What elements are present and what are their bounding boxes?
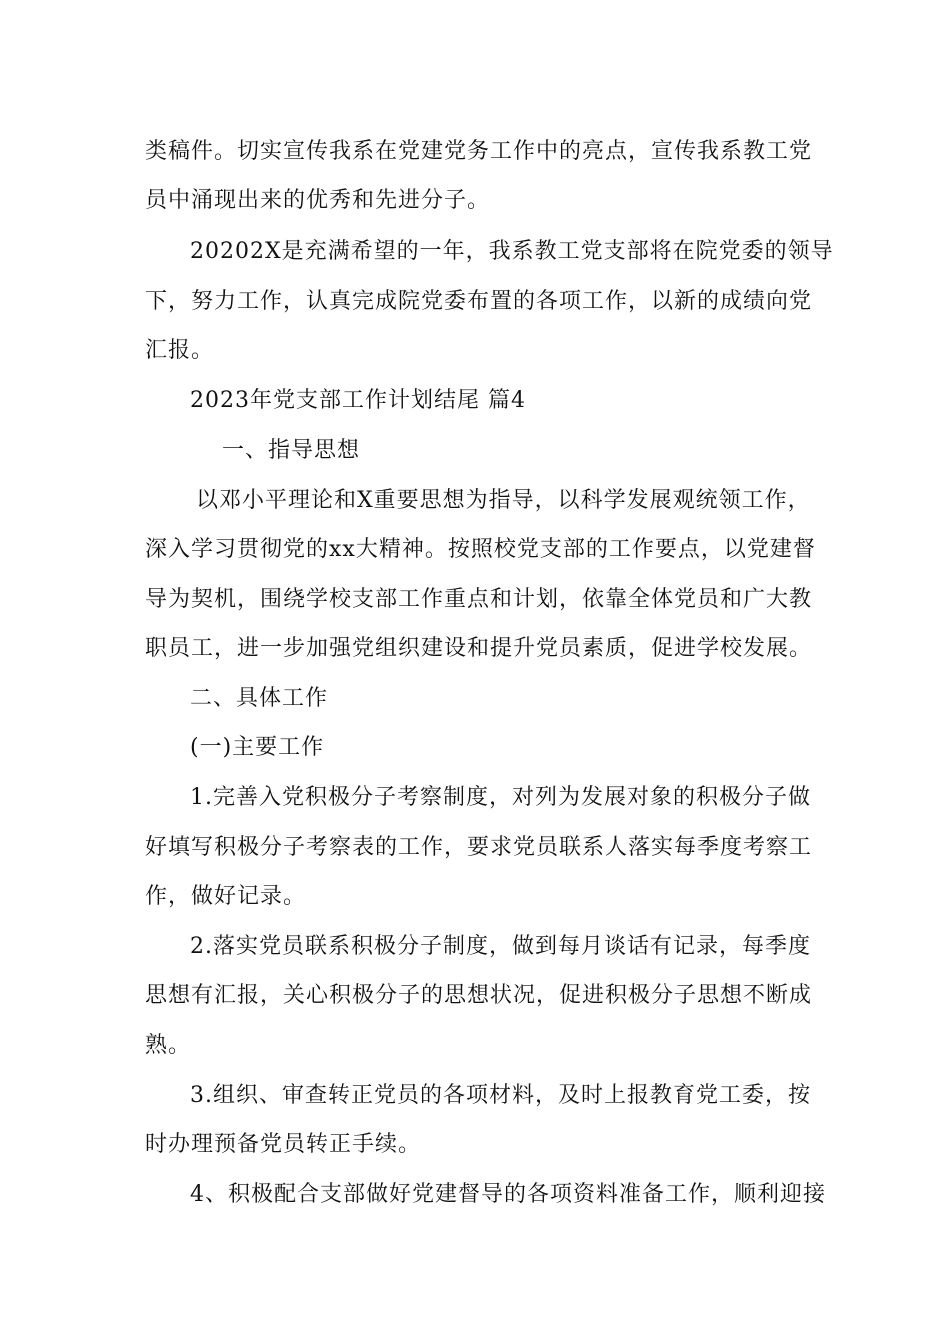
paragraph-line: 下，努力工作，认真完成院党委布置的各项工作，以新的成绩向党 [145,289,813,314]
paragraph-line: 时办理预备党员转正手续。 [145,1132,422,1157]
paragraph-line: 深入学习贯彻党的xx大精神。按照校党支部的工作要点，以党建督 [145,537,816,562]
paragraph-line: 导为契机，围绕学校支部工作重点和计划，依靠全体党员和广大教 [145,587,813,612]
section-heading: 一、指导思想 [222,438,361,463]
paragraph-line: 作，做好记录。 [145,884,307,909]
paragraph-line: 1.完善入党积极分子考察制度，对列为发展对象的积极分子做 [190,785,811,810]
paragraph-line: 熟。 [145,1033,192,1058]
paragraph-line: 汇报。 [145,338,215,363]
paragraph-line: 思想有汇报，关心积极分子的思想状况，促进积极分子思想不断成 [145,983,813,1008]
paragraph-line: 2.落实党员联系积极分子制度，做到每月谈话有记录，每季度 [190,934,811,959]
section-heading: 2023年党支部工作计划结尾 篇4 [190,388,526,413]
paragraph-line: 好填写积极分子考察表的工作，要求党员联系人落实每季度考察工 [145,835,813,860]
paragraph-line: 职员工，进一步加强党组织建设和提升党员素质，促进学校发展。 [145,636,813,661]
paragraph-line: 3.组织、审查转正党员的各项材料，及时上报教育党工委，按 [190,1083,811,1108]
section-heading: 二、具体工作 [190,686,329,711]
paragraph-line: 20202X是充满希望的一年，我系教工党支部将在院党委的领导 [190,239,834,264]
paragraph-line: 4、积极配合支部做好党建督导的各项资料准备工作，顺利迎接 [190,1182,826,1207]
section-heading: (一)主要工作 [190,735,325,760]
paragraph-line: 以邓小平理论和X重要思想为指导，以科学发展观统领工作， [196,488,811,513]
paragraph-line: 员中涌现出来的优秀和先进分子。 [145,188,491,213]
paragraph-line: 类稿件。切实宣传我系在党建党务工作中的亮点，宣传我系教工党 [145,139,813,164]
